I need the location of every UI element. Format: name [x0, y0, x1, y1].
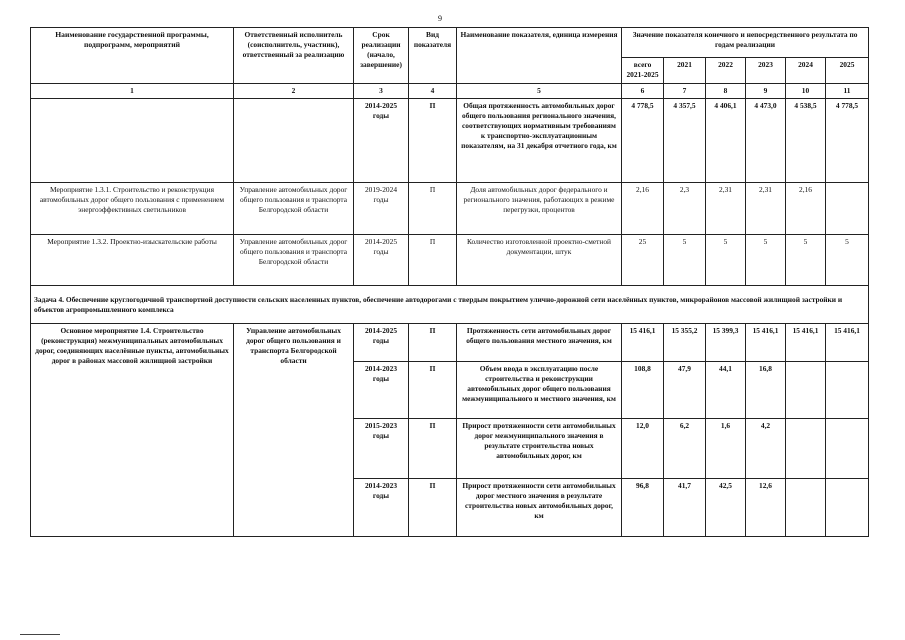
executor-cell	[234, 99, 354, 183]
type-cell: П	[409, 479, 457, 537]
value-cell: 15 416,1	[746, 324, 786, 362]
period-cell: 2019-2024 годы	[354, 183, 409, 235]
header-total: всего 2021-2025	[622, 58, 664, 84]
col-number: 1	[31, 84, 234, 99]
value-cell	[786, 479, 826, 537]
value-cell: 2,3	[664, 183, 706, 235]
executor-cell: Управление автомобильных дорог общего пользования и транспорта Белгородской области	[234, 235, 354, 286]
indicator-cell: Прирост протяженности сети автомобильных дорог местного значения в результате строительства новых автомобильных дорог, км	[457, 479, 622, 537]
value-cell: 5	[706, 235, 746, 286]
table-row	[31, 324, 869, 362]
value-cell	[826, 419, 869, 479]
period-cell: 2015-2023 годы	[354, 419, 409, 479]
value-cell: 108,8	[622, 362, 664, 419]
col-number: 2	[234, 84, 354, 99]
value-cell: 12,0	[622, 419, 664, 479]
value-cell: 15 399,3	[706, 324, 746, 362]
indicator-cell: Протяженность сети автомобильных дорог общего пользования местного значения, км	[457, 324, 622, 362]
col-number: 3	[354, 84, 409, 99]
indicator-cell: Объем ввода в эксплуатацию после строительства и реконструкции автомобильных дорог общего пользования межмуниципального и местного значения, км	[457, 362, 622, 419]
type-cell: П	[409, 419, 457, 479]
program-table	[30, 27, 869, 537]
col-number: 4	[409, 84, 457, 99]
value-cell: 2,16	[786, 183, 826, 235]
indicator-cell: Количество изготовленной проектно-сметной документации, штук	[457, 235, 622, 286]
value-cell: 4 778,5	[622, 99, 664, 183]
program-name-cell: Мероприятие 1.3.1. Строительство и реконструкция автомобильных дорог общего пользования с применением энергоэффективных светильников	[31, 183, 234, 235]
period-cell: 2014-2025 годы	[354, 99, 409, 183]
value-cell: 5	[746, 235, 786, 286]
value-cell: 5	[664, 235, 706, 286]
value-cell: 4 473,0	[746, 99, 786, 183]
value-cell: 4 406,1	[706, 99, 746, 183]
value-cell: 4 778,5	[826, 99, 869, 183]
value-cell: 2,31	[706, 183, 746, 235]
value-cell: 5	[826, 235, 869, 286]
indicator-cell: Доля автомобильных дорог федерального и регионального значения, работающих в режиме перегрузки, процентов	[457, 183, 622, 235]
value-cell: 25	[622, 235, 664, 286]
program-name-cell: Мероприятие 1.3.2. Проектно-изыскательские работы	[31, 235, 234, 286]
value-cell: 15 355,2	[664, 324, 706, 362]
type-cell: П	[409, 183, 457, 235]
value-cell: 4,2	[746, 419, 786, 479]
value-cell: 5	[786, 235, 826, 286]
type-cell: П	[409, 324, 457, 362]
period-cell: 2014-2025 годы	[354, 324, 409, 362]
task-row	[31, 286, 869, 324]
col-number: 10	[786, 84, 826, 99]
value-cell	[826, 479, 869, 537]
header-values-group: Значение показателя конечного и непосредственного результата по годам реализации	[622, 28, 869, 58]
value-cell: 6,2	[664, 419, 706, 479]
value-cell	[826, 362, 869, 419]
table-row	[31, 235, 869, 286]
program-name-cell: Основное мероприятие 1.4. Строительство (реконструкция) межмуниципальных автомобильных дорог, соединяющих населённые пункты, автомобильных дорог в районах массовой жилищной застройки	[31, 324, 234, 537]
value-cell	[786, 362, 826, 419]
header-program-name: Наименование государственной программы, подпрограмм, мероприятий	[31, 28, 234, 84]
value-cell: 15 416,1	[622, 324, 664, 362]
header-year: 2025	[826, 58, 869, 84]
value-cell: 47,9	[664, 362, 706, 419]
value-cell: 1,6	[706, 419, 746, 479]
value-cell	[826, 183, 869, 235]
page-number: 9	[438, 14, 442, 23]
executor-cell: Управление автомобильных дорог общего пользования и транспорта Белгородской области	[234, 183, 354, 235]
header-period: Срок реализации (начало, завершение)	[354, 28, 409, 84]
value-cell: 42,5	[706, 479, 746, 537]
col-number: 5	[457, 84, 622, 99]
period-cell: 2014-2025 годы	[354, 235, 409, 286]
header-year: 2023	[746, 58, 786, 84]
table-row	[31, 183, 869, 235]
value-cell: 2,16	[622, 183, 664, 235]
task-4-text: Задача 4. Обеспечение круглогодичной транспортной доступности сельских населенных пунктов, обеспечение автодорогами с твердым покрытием улично-дорожной сети населённых пунктов, микрорайонов массовой жилищной застройки и объектов агропромышленного комплекса	[31, 286, 869, 324]
col-number: 7	[664, 84, 706, 99]
header-year: 2024	[786, 58, 826, 84]
value-cell: 15 416,1	[786, 324, 826, 362]
col-number: 11	[826, 84, 869, 99]
value-cell: 12,6	[746, 479, 786, 537]
value-cell: 4 538,5	[786, 99, 826, 183]
value-cell: 96,8	[622, 479, 664, 537]
col-number: 8	[706, 84, 746, 99]
value-cell: 16,8	[746, 362, 786, 419]
value-cell: 2,31	[746, 183, 786, 235]
header-year: 2021	[664, 58, 706, 84]
type-cell: П	[409, 235, 457, 286]
value-cell: 44,1	[706, 362, 746, 419]
col-number: 6	[622, 84, 664, 99]
table-row	[31, 99, 869, 183]
value-cell: 4 357,5	[664, 99, 706, 183]
value-cell: 15 416,1	[826, 324, 869, 362]
type-cell: П	[409, 99, 457, 183]
header-year: 2022	[706, 58, 746, 84]
footer-rule	[20, 634, 60, 635]
indicator-cell: Прирост протяженности сети автомобильных дорог межмуниципального значения в результате строительства новых автомобильных дорог, км	[457, 419, 622, 479]
value-cell	[786, 419, 826, 479]
period-cell: 2014-2023 годы	[354, 479, 409, 537]
header-indicator-name: Наименование показателя, единица измерения	[457, 28, 622, 84]
program-name-cell	[31, 99, 234, 183]
value-cell: 41,7	[664, 479, 706, 537]
col-number: 9	[746, 84, 786, 99]
type-cell: П	[409, 362, 457, 419]
period-cell: 2014-2023 годы	[354, 362, 409, 419]
header-executor: Ответственный исполнитель (соисполнитель, участник), ответственный за реализацию	[234, 28, 354, 84]
executor-cell: Управление автомобильных дорог общего пользования и транспорта Белгородской области	[234, 324, 354, 537]
header-indicator-type: Вид показателя	[409, 28, 457, 84]
indicator-cell: Общая протяженность автомобильных дорог общего пользования регионального значения, соответствующих нормативным требованиям к транспортно-эксплуатационным показателям, на 31 декабря отчетного года, км	[457, 99, 622, 183]
